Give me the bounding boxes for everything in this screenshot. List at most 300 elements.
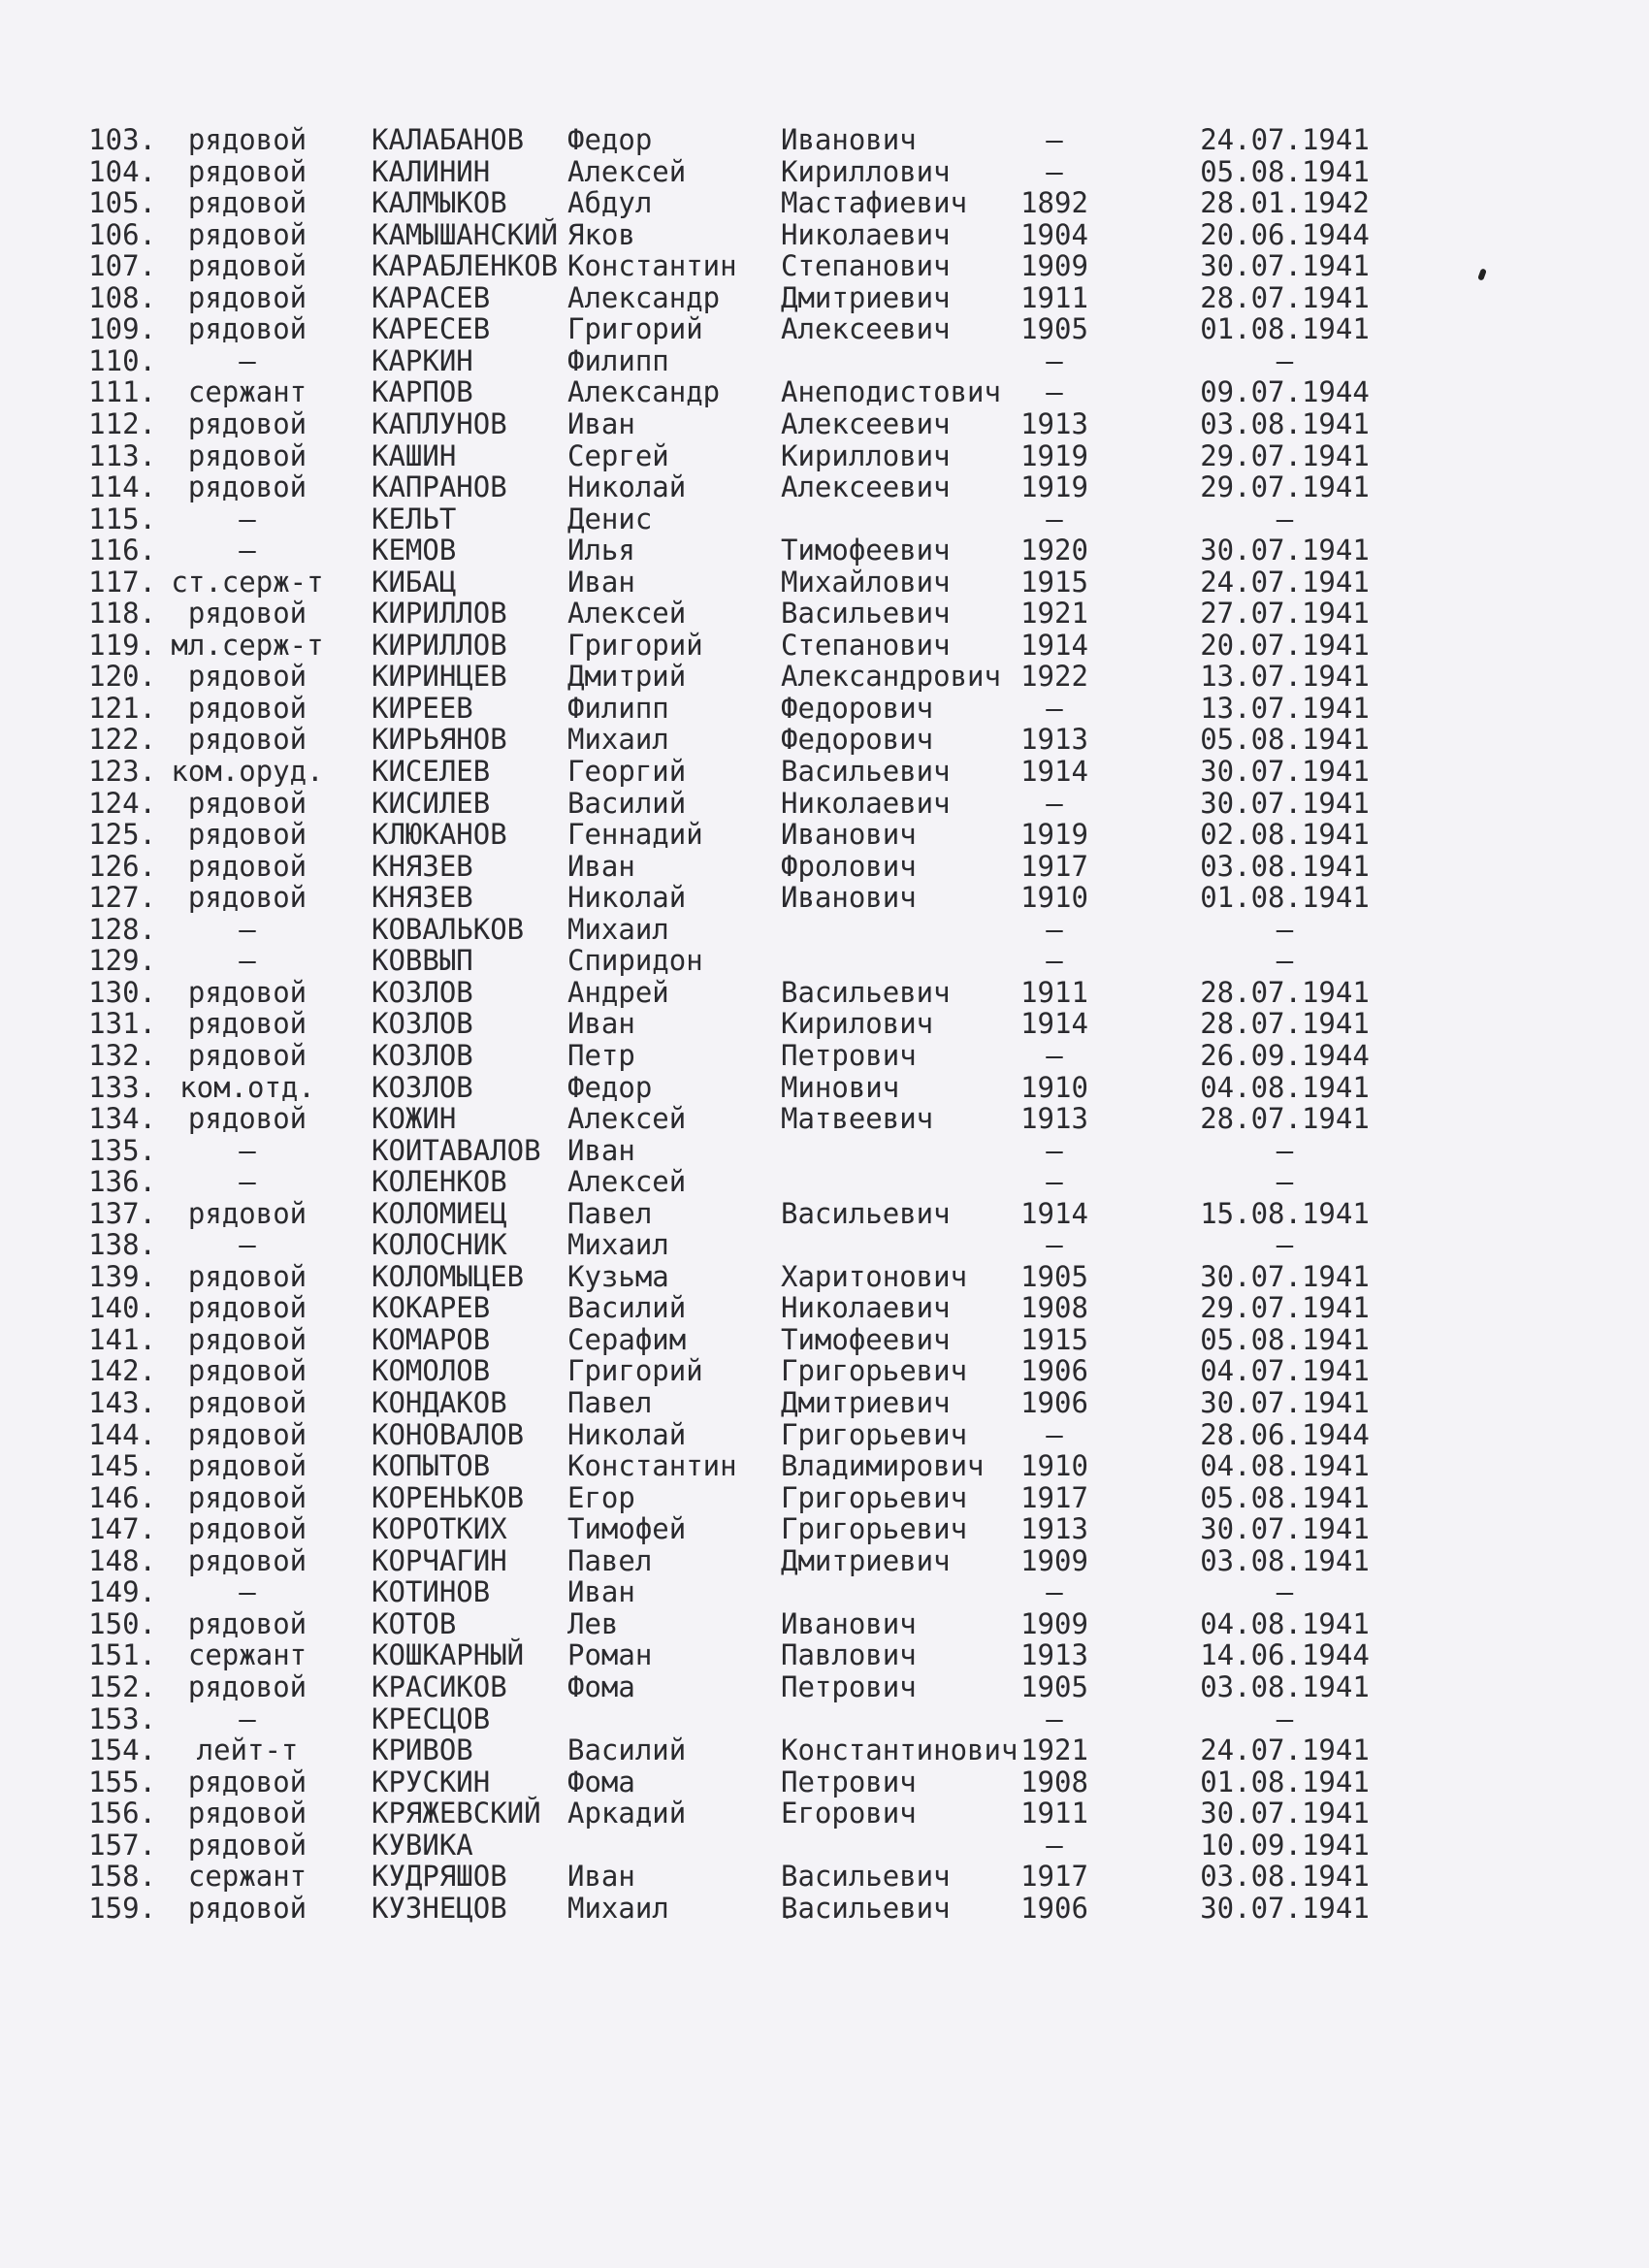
record-first-name: Михаил [567, 1228, 669, 1262]
record-birth-year: – [1046, 502, 1063, 535]
record-birth-year: 1917 [1020, 849, 1088, 883]
record-rank: лейт-т [196, 1733, 299, 1767]
record-birth-year: 1917 [1020, 1480, 1088, 1514]
record-number: 110. [88, 343, 156, 377]
record-birth-year: – [1046, 1038, 1063, 1072]
record-death-date: 01.08.1941 [1200, 881, 1370, 915]
record-number: 124. [88, 786, 156, 820]
record-rank: рядовой [187, 1449, 307, 1483]
record-first-name: Алексей [567, 597, 687, 631]
record-number: 147. [88, 1512, 156, 1546]
record-first-name: Яков [567, 217, 635, 251]
record-number: 120. [88, 660, 156, 694]
record-surname: КОЗЛОВ [372, 1007, 473, 1041]
record-number: 141. [88, 1322, 156, 1356]
record-first-name: Николай [567, 1417, 687, 1451]
record-first-name: Михаил [567, 723, 669, 757]
record-surname: КИБАЦ [372, 565, 457, 599]
record-number: 103. [88, 123, 156, 156]
record-surname: КОИТАВАЛОВ [372, 1133, 541, 1167]
record-surname: КАМЫШАНСКИЙ [372, 217, 559, 251]
record-rank: рядовой [187, 1417, 307, 1451]
record-death-date: 29.07.1941 [1200, 1291, 1370, 1325]
record-death-date: 01.08.1941 [1200, 312, 1370, 346]
record-first-name: Александр [567, 280, 721, 314]
record-number: 156. [88, 1797, 156, 1831]
record-birth-year: – [1046, 1828, 1063, 1862]
record-birth-year: 1915 [1020, 565, 1088, 599]
record-death-date: 05.08.1941 [1200, 1480, 1370, 1514]
record-birth-year: 1904 [1020, 217, 1088, 251]
record-patronymic: Николаевич [781, 786, 951, 820]
record-death-date: 14.06.1944 [1200, 1638, 1370, 1672]
record-surname: КОТИНОВ [372, 1575, 491, 1609]
record-number: 105. [88, 186, 156, 220]
record-number: 127. [88, 881, 156, 915]
table-row [0, 408, 1649, 439]
record-number: 116. [88, 534, 156, 567]
table-row [0, 1861, 1649, 1892]
record-surname: КОЗЛОВ [372, 1070, 473, 1104]
record-death-date: – [1276, 944, 1294, 978]
record-first-name: Иван [567, 849, 635, 883]
record-death-date: 29.07.1941 [1200, 438, 1370, 472]
record-surname: КОРОТКИХ [372, 1512, 507, 1546]
record-patronymic: Егорович [781, 1797, 917, 1831]
record-number: 115. [88, 502, 156, 535]
table-row [0, 1103, 1649, 1134]
record-death-date: 02.08.1941 [1200, 818, 1370, 852]
record-patronymic: Фролович [781, 849, 917, 883]
record-first-name: Кузьма [567, 1259, 669, 1293]
table-row [0, 1292, 1649, 1323]
record-number: 109. [88, 312, 156, 346]
record-death-date: 13.07.1941 [1200, 660, 1370, 694]
record-rank: – [239, 944, 256, 978]
record-birth-year: 1922 [1020, 660, 1088, 694]
record-patronymic: Алексеевич [781, 312, 951, 346]
record-birth-year: 1921 [1020, 1733, 1088, 1767]
record-death-date: 30.07.1941 [1200, 249, 1370, 283]
record-patronymic: Григорьевич [781, 1417, 968, 1451]
record-birth-year: 1914 [1020, 628, 1088, 662]
record-patronymic: Николаевич [781, 1291, 951, 1325]
record-first-name: Александр [567, 375, 721, 409]
record-surname: КРЕСЦОВ [372, 1701, 491, 1735]
record-rank: рядовой [187, 1480, 307, 1514]
record-rank: рядовой [187, 849, 307, 883]
record-surname: КАПЛУНОВ [372, 406, 507, 440]
record-surname: КУДРЯШОВ [372, 1860, 507, 1894]
record-surname: КРАСИКОВ [372, 1669, 507, 1703]
record-patronymic: Иванович [781, 123, 917, 156]
record-surname: КИСИЛЕВ [372, 786, 491, 820]
record-death-date: 13.07.1941 [1200, 691, 1370, 725]
record-rank: рядовой [187, 597, 307, 631]
record-surname: КАЛИНИН [372, 154, 491, 188]
record-surname: КАРАСЕВ [372, 280, 491, 314]
record-rank: – [239, 1575, 256, 1609]
record-rank: рядовой [187, 249, 307, 283]
record-birth-year: – [1046, 1417, 1063, 1451]
record-surname: КИРИЛЛОВ [372, 597, 507, 631]
table-row [0, 661, 1649, 692]
record-birth-year: 1917 [1020, 1860, 1088, 1894]
record-patronymic: Тимофеевич [781, 1322, 951, 1356]
record-first-name: Иван [567, 1133, 635, 1167]
record-first-name: Алексей [567, 1165, 687, 1199]
record-death-date: 20.07.1941 [1200, 628, 1370, 662]
record-death-date: 30.07.1941 [1200, 1512, 1370, 1546]
record-death-date: 05.08.1941 [1200, 1322, 1370, 1356]
table-row [0, 693, 1649, 724]
record-patronymic: Иванович [781, 881, 917, 915]
record-rank: рядовой [187, 1007, 307, 1041]
record-birth-year: 1906 [1020, 1386, 1088, 1419]
record-first-name: Филипп [567, 691, 669, 725]
record-rank: рядовой [187, 1259, 307, 1293]
record-surname: КУЗНЕЦОВ [372, 1891, 507, 1925]
record-first-name: Спиридон [567, 944, 703, 978]
record-death-date: 15.08.1941 [1200, 1196, 1370, 1230]
record-patronymic: Минович [781, 1070, 900, 1104]
record-surname: КОРЧАГИН [372, 1543, 507, 1577]
record-rank: мл.серж-т [171, 628, 324, 662]
record-death-date: 27.07.1941 [1200, 597, 1370, 631]
record-surname: КОПЫТОВ [372, 1449, 491, 1483]
record-surname: КЕЛЬТ [372, 502, 457, 535]
record-first-name: Павел [567, 1386, 653, 1419]
record-number: 107. [88, 249, 156, 283]
record-rank: рядовой [187, 186, 307, 220]
record-birth-year: – [1046, 691, 1063, 725]
record-death-date: 09.07.1944 [1200, 375, 1370, 409]
record-first-name: Иван [567, 1575, 635, 1609]
record-rank: ком.отд. [179, 1070, 315, 1104]
record-number: 111. [88, 375, 156, 409]
record-death-date: 05.08.1941 [1200, 723, 1370, 757]
record-birth-year: 1920 [1020, 534, 1088, 567]
record-birth-year: – [1046, 1165, 1063, 1199]
record-patronymic: Кирилович [781, 1007, 934, 1041]
record-death-date: 28.07.1941 [1200, 975, 1370, 1009]
record-first-name: Тимофей [567, 1512, 687, 1546]
record-first-name: Григорий [567, 1354, 703, 1388]
record-rank: рядовой [187, 881, 307, 915]
record-number: 149. [88, 1575, 156, 1609]
record-rank: – [239, 1228, 256, 1262]
record-birth-year: 1913 [1020, 1102, 1088, 1136]
record-birth-year: 1909 [1020, 1543, 1088, 1577]
record-surname: КОКАРЕВ [372, 1291, 491, 1325]
record-birth-year: 1910 [1020, 1449, 1088, 1483]
record-number: 118. [88, 597, 156, 631]
record-rank: рядовой [187, 1038, 307, 1072]
record-rank: рядовой [187, 406, 307, 440]
record-surname: КОМОЛОВ [372, 1354, 491, 1388]
table-row [0, 535, 1649, 566]
record-death-date: 04.08.1941 [1200, 1449, 1370, 1483]
record-birth-year: 1910 [1020, 881, 1088, 915]
table-row [0, 219, 1649, 250]
table-row [0, 1135, 1649, 1166]
record-first-name: Филипп [567, 343, 669, 377]
record-birth-year: 1919 [1020, 438, 1088, 472]
record-rank: рядовой [187, 1291, 307, 1325]
record-surname: КОРЕНЬКОВ [372, 1480, 525, 1514]
record-first-name: Михаил [567, 1891, 669, 1925]
record-birth-year: – [1046, 912, 1063, 946]
record-birth-year: 1913 [1020, 1638, 1088, 1672]
record-number: 151. [88, 1638, 156, 1672]
table-row [0, 1545, 1649, 1576]
record-number: 137. [88, 1196, 156, 1230]
record-surname: КНЯЗЕВ [372, 849, 473, 883]
record-rank: рядовой [187, 1828, 307, 1862]
record-rank: сержант [187, 375, 307, 409]
record-patronymic: Григорьевич [781, 1512, 968, 1546]
record-birth-year: 1919 [1020, 818, 1088, 852]
record-death-date: – [1276, 1228, 1294, 1262]
record-rank: рядовой [187, 786, 307, 820]
record-surname: КУВИКА [372, 1828, 473, 1862]
record-patronymic: Алексеевич [781, 406, 951, 440]
table-row [0, 882, 1649, 913]
record-rank: сержант [187, 1638, 307, 1672]
record-surname: КИСЕЛЕВ [372, 755, 491, 788]
record-rank: сержант [187, 1860, 307, 1894]
table-row [0, 187, 1649, 218]
record-patronymic: Дмитриевич [781, 280, 951, 314]
record-birth-year: 1911 [1020, 1797, 1088, 1831]
record-birth-year: – [1046, 1701, 1063, 1735]
table-row [0, 914, 1649, 945]
record-number: 119. [88, 628, 156, 662]
record-number: 126. [88, 849, 156, 883]
record-birth-year: – [1046, 786, 1063, 820]
record-death-date: – [1276, 912, 1294, 946]
record-number: 146. [88, 1480, 156, 1514]
table-row [0, 376, 1649, 407]
record-surname: КИРЕЕВ [372, 691, 473, 725]
record-rank: рядовой [187, 154, 307, 188]
record-number: 135. [88, 1133, 156, 1167]
record-first-name: Григорий [567, 628, 703, 662]
record-birth-year: 1913 [1020, 723, 1088, 757]
record-first-name: Фома [567, 1669, 635, 1703]
record-surname: КАЛАБАНОВ [372, 123, 525, 156]
record-death-date: 30.07.1941 [1200, 786, 1370, 820]
record-number: 108. [88, 280, 156, 314]
record-death-date: 28.07.1941 [1200, 280, 1370, 314]
record-surname: КОНОВАЛОВ [372, 1417, 525, 1451]
table-row [0, 977, 1649, 1008]
record-rank: рядовой [187, 438, 307, 472]
record-surname: КОЗЛОВ [372, 1038, 473, 1072]
table-row [0, 1229, 1649, 1260]
record-rank: рядовой [187, 975, 307, 1009]
record-first-name: Иван [567, 1860, 635, 1894]
record-rank: рядовой [187, 312, 307, 346]
record-number: 133. [88, 1070, 156, 1104]
record-number: 134. [88, 1102, 156, 1136]
record-rank: рядовой [187, 123, 307, 156]
record-birth-year: 1915 [1020, 1322, 1088, 1356]
record-rank: – [239, 1165, 256, 1199]
record-surname: КАПРАНОВ [372, 470, 507, 504]
record-surname: КЛЮКАНОВ [372, 818, 507, 852]
table-row [0, 124, 1649, 155]
record-number: 154. [88, 1733, 156, 1767]
record-patronymic: Петрович [781, 1038, 917, 1072]
record-number: 121. [88, 691, 156, 725]
record-first-name: Егор [567, 1480, 635, 1514]
record-birth-year: 1906 [1020, 1891, 1088, 1925]
record-rank: – [239, 534, 256, 567]
table-row [0, 1576, 1649, 1607]
table-row [0, 1450, 1649, 1481]
record-surname: КОТОВ [372, 1606, 457, 1640]
record-death-date: 03.08.1941 [1200, 406, 1370, 440]
record-surname: КОЛЕНКОВ [372, 1165, 507, 1199]
record-surname: КОЖИН [372, 1102, 457, 1136]
record-birth-year: 1908 [1020, 1765, 1088, 1798]
record-rank: – [239, 502, 256, 535]
record-first-name: Василий [567, 1733, 687, 1767]
record-patronymic: Петрович [781, 1765, 917, 1798]
record-number: 123. [88, 755, 156, 788]
record-birth-year: – [1046, 154, 1063, 188]
record-patronymic: Харитонович [781, 1259, 968, 1293]
record-patronymic: Павлович [781, 1638, 917, 1672]
record-first-name: Серафим [567, 1322, 687, 1356]
table-row [0, 1639, 1649, 1670]
record-death-date: 24.07.1941 [1200, 123, 1370, 156]
record-first-name: Константин [567, 249, 737, 283]
record-death-date: 30.07.1941 [1200, 1386, 1370, 1419]
record-number: 158. [88, 1860, 156, 1894]
table-row [0, 1798, 1649, 1829]
record-rank: рядовой [187, 723, 307, 757]
table-row [0, 156, 1649, 187]
record-rank: рядовой [187, 1891, 307, 1925]
record-first-name: Лев [567, 1606, 619, 1640]
record-rank: рядовой [187, 691, 307, 725]
table-row [0, 1608, 1649, 1639]
record-death-date: 30.07.1941 [1200, 755, 1370, 788]
record-first-name: Иван [567, 406, 635, 440]
table-row [0, 471, 1649, 502]
table-row [0, 1734, 1649, 1766]
table-row [0, 788, 1649, 819]
record-patronymic: Михайлович [781, 565, 951, 599]
record-death-date: 30.07.1941 [1200, 534, 1370, 567]
record-death-date: – [1276, 1575, 1294, 1609]
record-patronymic: Степанович [781, 249, 951, 283]
record-first-name: Михаил [567, 912, 669, 946]
record-surname: КРИВОВ [372, 1733, 473, 1767]
table-row [0, 1703, 1649, 1734]
record-first-name: Василий [567, 786, 687, 820]
record-number: 129. [88, 944, 156, 978]
record-number: 130. [88, 975, 156, 1009]
record-death-date: – [1276, 1701, 1294, 1735]
record-rank: рядовой [187, 818, 307, 852]
record-rank: – [239, 1133, 256, 1167]
record-patronymic: Матвеевич [781, 1102, 934, 1136]
record-surname: КЕМОВ [372, 534, 457, 567]
record-death-date: 30.07.1941 [1200, 1259, 1370, 1293]
record-death-date: – [1276, 1165, 1294, 1199]
record-birth-year: – [1046, 1228, 1063, 1262]
record-surname: КОЛОСНИК [372, 1228, 507, 1262]
record-number: 159. [88, 1891, 156, 1925]
table-row [0, 1513, 1649, 1544]
record-death-date: – [1276, 502, 1294, 535]
record-patronymic: Дмитриевич [781, 1386, 951, 1419]
record-number: 142. [88, 1354, 156, 1388]
record-surname: КРЯЖЕВСКИЙ [372, 1797, 541, 1831]
record-number: 157. [88, 1828, 156, 1862]
record-birth-year: – [1046, 1575, 1063, 1609]
record-rank: рядовой [187, 1512, 307, 1546]
record-first-name: Геннадий [567, 818, 703, 852]
record-number: 106. [88, 217, 156, 251]
record-patronymic: Кириллович [781, 154, 951, 188]
record-patronymic: Степанович [781, 628, 951, 662]
record-rank: рядовой [187, 1606, 307, 1640]
record-birth-year: 1919 [1020, 470, 1088, 504]
record-surname: КАШИН [372, 438, 457, 472]
record-death-date: 03.08.1941 [1200, 1860, 1370, 1894]
record-first-name: Георгий [567, 755, 687, 788]
record-number: 155. [88, 1765, 156, 1798]
record-birth-year: – [1046, 343, 1063, 377]
record-patronymic: Анеподистович [781, 375, 1001, 409]
record-death-date: 20.06.1944 [1200, 217, 1370, 251]
record-death-date: 29.07.1941 [1200, 470, 1370, 504]
record-first-name: Николай [567, 470, 687, 504]
record-patronymic: Алексеевич [781, 470, 951, 504]
record-patronymic: Константинович [781, 1733, 1018, 1767]
record-rank: – [239, 1701, 256, 1735]
record-birth-year: – [1046, 944, 1063, 978]
record-surname: КОШКАРНЫЙ [372, 1638, 525, 1672]
record-surname: КОВАЛЬКОВ [372, 912, 525, 946]
record-birth-year: 1908 [1020, 1291, 1088, 1325]
record-birth-year: 1914 [1020, 755, 1088, 788]
table-row [0, 1008, 1649, 1039]
record-birth-year: 1905 [1020, 1669, 1088, 1703]
record-first-name: Роман [567, 1638, 653, 1672]
record-number: 128. [88, 912, 156, 946]
record-death-date: 10.09.1941 [1200, 1828, 1370, 1862]
record-death-date: 24.07.1941 [1200, 565, 1370, 599]
table-row [0, 756, 1649, 787]
table-row [0, 1482, 1649, 1513]
record-number: 148. [88, 1543, 156, 1577]
record-first-name: Илья [567, 534, 635, 567]
table-row [0, 851, 1649, 882]
record-birth-year: 1909 [1020, 1606, 1088, 1640]
record-number: 136. [88, 1165, 156, 1199]
record-death-date: 30.07.1941 [1200, 1891, 1370, 1925]
record-patronymic: Федорович [781, 691, 934, 725]
record-first-name: Федор [567, 123, 653, 156]
record-patronymic: Федорович [781, 723, 934, 757]
record-death-date: 04.07.1941 [1200, 1354, 1370, 1388]
record-patronymic: Владимирович [781, 1449, 985, 1483]
